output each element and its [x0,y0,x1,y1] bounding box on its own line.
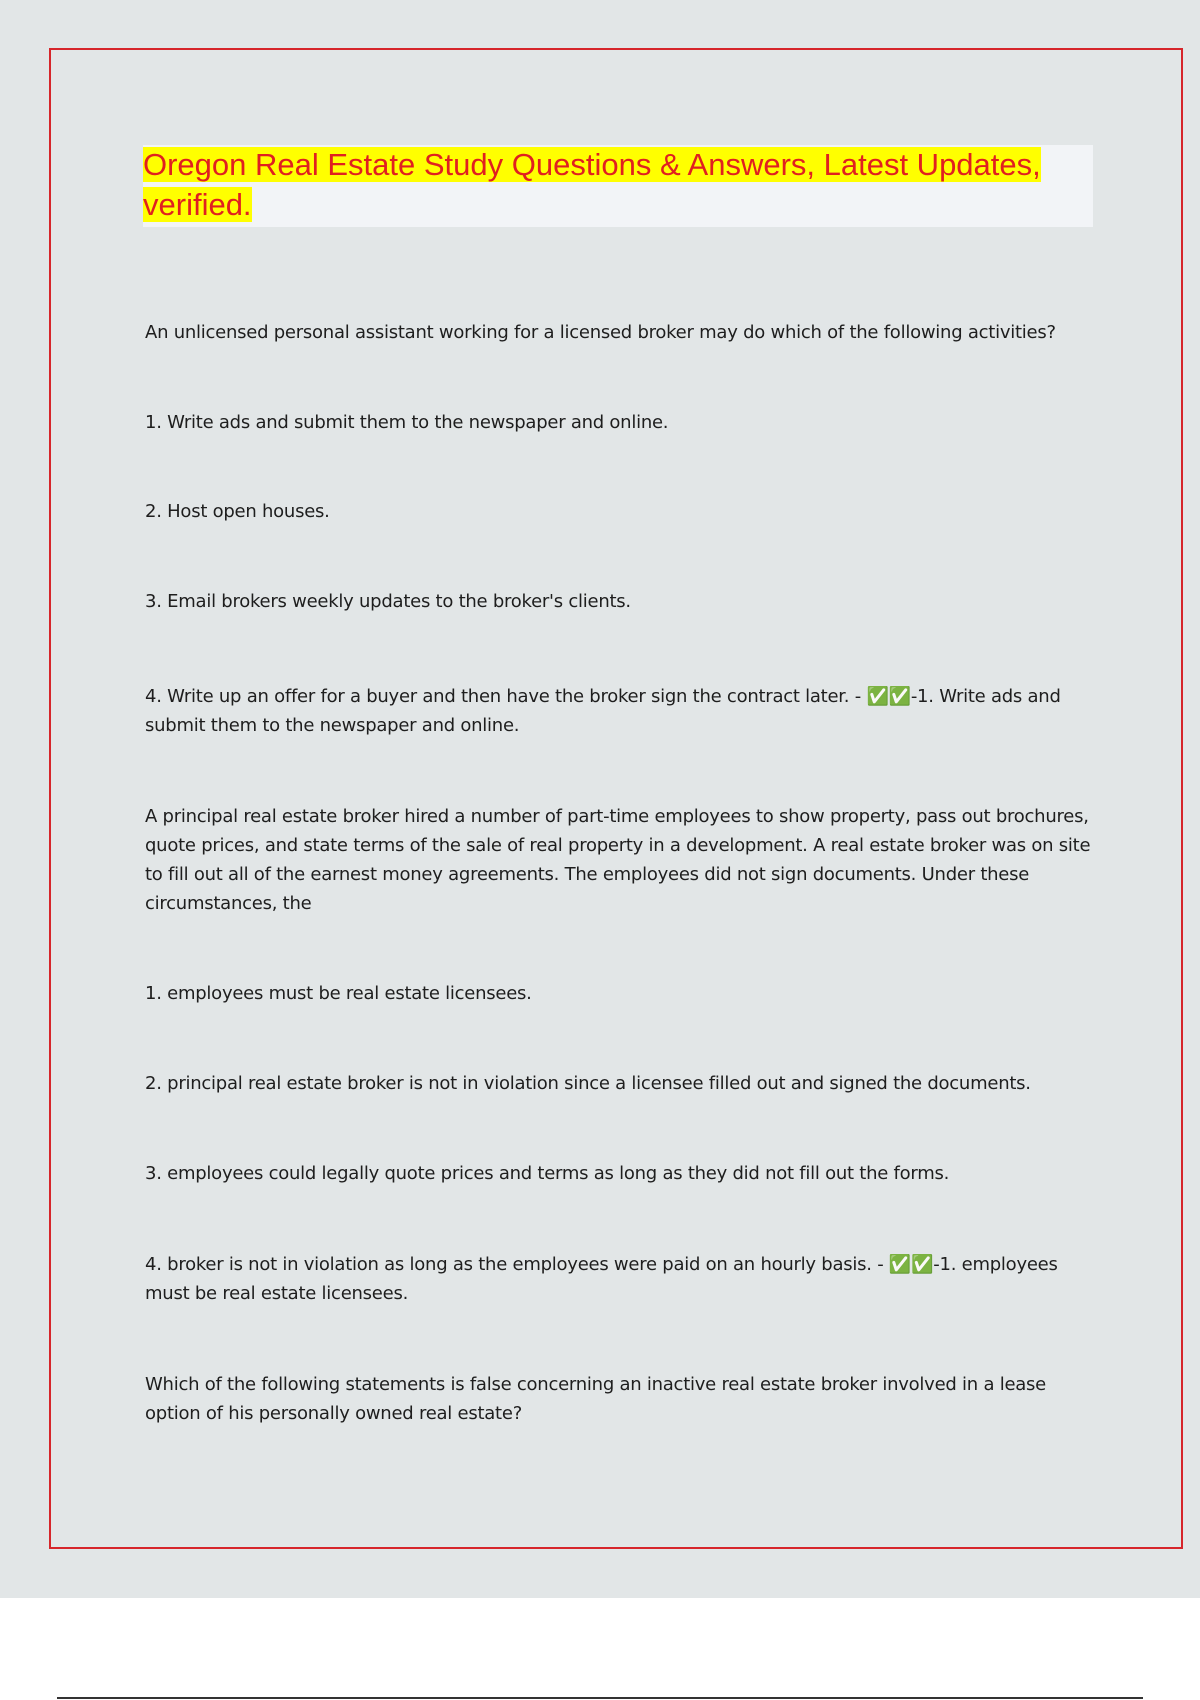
option-text: 4. Write up an offer for a buyer and then have the broker sign the contract later. - [145,686,867,707]
double-check-icon: ✅✅ [888,1254,934,1275]
question-2: A principal real estate broker hired a number of part-time employees to show property, pass out brochures, quote prices, and state terms of the sale of real property in a development. A real estate broker was on site to fill out all of the earnest money agreements. The employees did not sign documents. Under these circumstances, the [145,806,1091,914]
footer-rule [57,1697,1143,1699]
question-2-option-1: 1. employees must be real estate licensees. [145,983,532,1004]
question-1-option-1: 1. Write ads and submit them to the newspaper and online. [145,412,669,433]
question-1-option-2: 2. Host open houses. [145,501,330,522]
question-2-option-3: 3. employees could legally quote prices and terms as long as they did not fill out the forms. [145,1163,950,1184]
question-2-option-2: 2. principal real estate broker is not in violation since a licensee filled out and signed the documents. [145,1073,1031,1094]
answer-text: -1. employees must be real estate licensees. [145,1254,1058,1304]
document-body [145,318,1095,1428]
question-3: Which of the following statements is false concerning an inactive real estate broker involved in a lease option of his personally owned real estate? [145,1374,1046,1424]
question-1: An unlicensed personal assistant working for a licensed broker may do which of the following activities? [145,322,1056,343]
double-check-icon: ✅✅ [866,686,911,707]
question-1-option-3: 3. Email brokers weekly updates to the broker's clients. [145,591,631,612]
title-box [143,145,1093,227]
option-text: 4. broker is not in violation as long as the employees were paid on an hourly basis. - [145,1254,889,1275]
question-1-option-4-with-answer [145,682,1095,740]
document-title-highlight: Oregon Real Estate Study Questions & Answers, Latest Updates, verified. [143,147,1041,222]
question-2-option-4-with-answer [145,1250,1095,1308]
document-title [143,145,1093,225]
answer-text: -1. Write ads and submit them to the newspaper and online. [145,686,1061,736]
